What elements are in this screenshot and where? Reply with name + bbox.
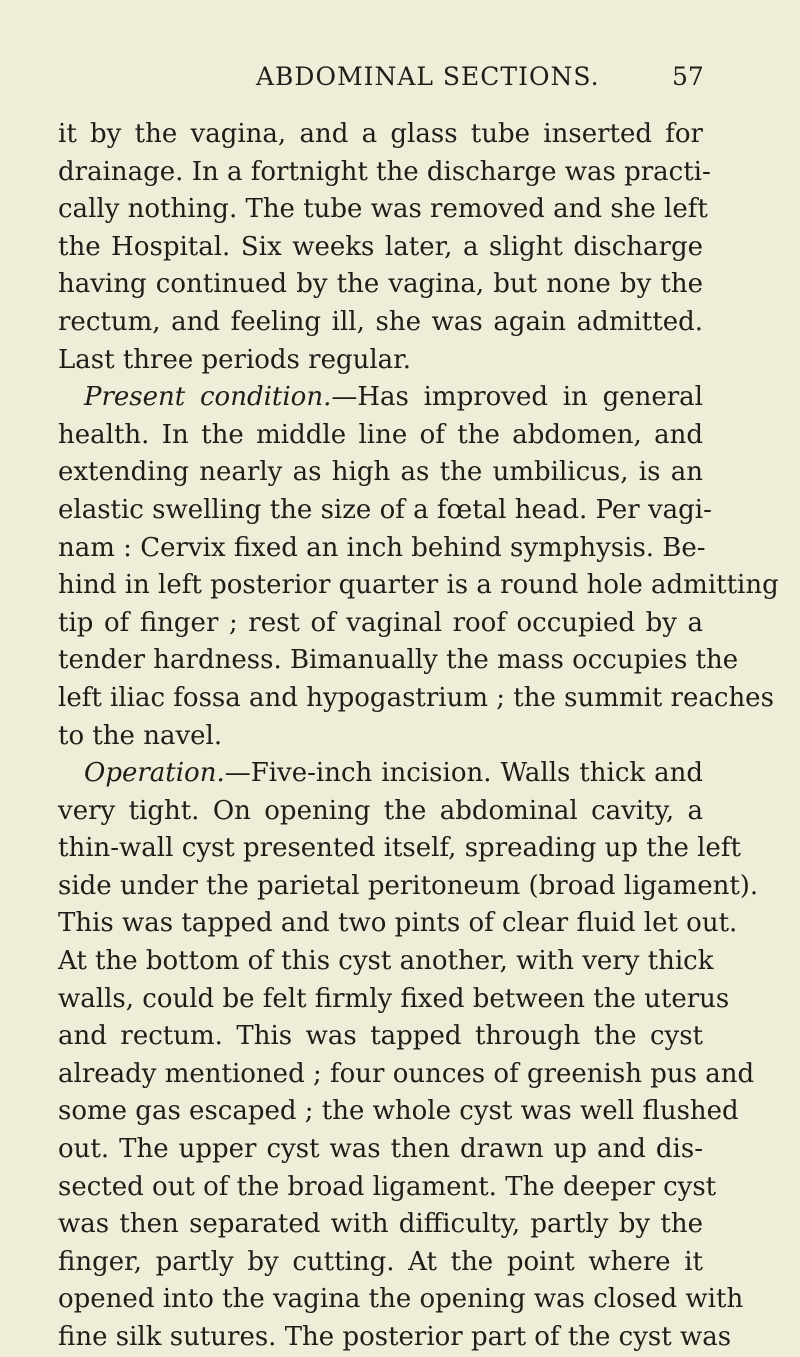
text-run: —Has improved in general	[331, 382, 704, 413]
text-line: tender hardness. Bimanually the mass occupies the	[58, 645, 739, 676]
text-line: out. The upper cyst was then drawn up and dis-	[58, 1134, 703, 1165]
section-lead-operation: Operation.	[84, 758, 225, 789]
text-line: and rectum. This was tapped through the cyst	[58, 1021, 703, 1052]
text-line: some gas escaped ; the whole cyst was well flushed	[58, 1096, 739, 1127]
text-line: hind in left posterior quarter is a round hole admitting	[58, 570, 779, 601]
text-line: finger, partly by cutting. At the point where it	[58, 1246, 703, 1277]
text-line: This was tapped and two pints of clear fluid let out.	[58, 908, 738, 939]
text-line: cally nothing. The tube was removed and she left	[58, 194, 708, 225]
text-line: rectum, and feeling ill, she was again admitted.	[58, 306, 703, 337]
text-line: elastic swelling the size of a fœtal head. Per vagi-	[58, 494, 712, 525]
text-line: having continued by the vagina, but none by the	[58, 269, 703, 300]
text-line: nam : Cervix fixed an inch behind symphysis. Be-	[58, 532, 706, 563]
text-line: was then separated with difficulty, partly by the	[58, 1209, 703, 1240]
page-number: 57	[672, 62, 704, 91]
text-line: the Hospital. Six weeks later, a slight discharge	[58, 231, 703, 262]
section-lead-present-condition: Present condition.	[84, 382, 332, 413]
text-line: already mentioned ; four ounces of greenish pus and	[58, 1058, 755, 1089]
text-run: —Five-inch incision. Walls thick and	[224, 758, 703, 789]
text-line: thin-wall cyst presented itself, spreading up the left	[58, 833, 741, 864]
paragraph-first-line	[58, 755, 703, 793]
text-line: fine silk sutures. The posterior part of the cyst was	[58, 1322, 732, 1352]
text-line: it by the vagina, and a glass tube inserted for	[58, 119, 703, 149]
text-line: extending nearly as high as the umbilicus, is an	[58, 457, 703, 488]
text-line: walls, could be felt firmly fixed between the uterus	[58, 983, 730, 1014]
text-line: opened into the vagina the opening was closed with	[58, 1284, 744, 1315]
text-line: sected out of the broad ligament. The deeper cyst	[58, 1171, 717, 1202]
paragraph-first-line	[58, 379, 703, 417]
running-head	[0, 62, 800, 98]
body-text	[58, 116, 779, 1357]
text-line: At the bottom of this cyst another, with very thick	[58, 946, 714, 977]
text-line: side under the parietal peritoneum (broad ligament).	[58, 870, 759, 901]
text-line: left iliac fossa and hypogastrium ; the summit reaches	[58, 682, 774, 713]
text-line: drainage. In a fortnight the discharge was practi-	[58, 156, 711, 187]
text-line: Last three periods regular.	[58, 344, 412, 375]
text-line: to the navel.	[58, 720, 223, 751]
running-title: ABDOMINAL SECTIONS.	[256, 62, 600, 91]
text-line: very tight. On opening the abdominal cavity, a	[58, 795, 703, 826]
text-line: tip of finger ; rest of vaginal roof occupied by a	[58, 607, 703, 638]
text-line: health. In the middle line of the abdomen, and	[58, 419, 703, 450]
